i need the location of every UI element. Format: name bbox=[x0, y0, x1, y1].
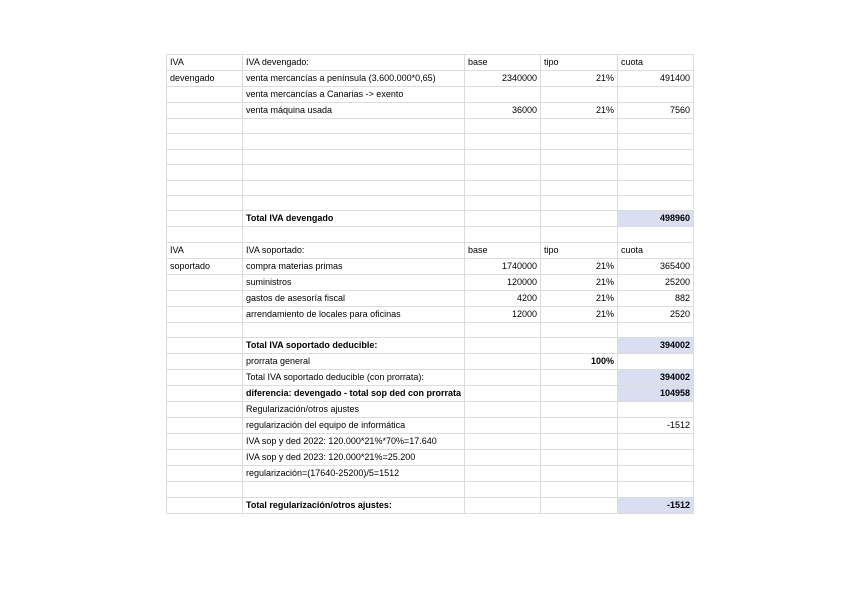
cuota-cell[interactable] bbox=[618, 482, 694, 497]
cuota-cell[interactable]: 7560 bbox=[618, 103, 694, 119]
label-cell[interactable] bbox=[167, 274, 243, 290]
base-cell[interactable] bbox=[465, 418, 541, 434]
tipo-cell[interactable]: 21% bbox=[541, 258, 618, 274]
base-cell[interactable]: 120000 bbox=[465, 274, 541, 290]
table-row bbox=[167, 149, 694, 164]
concept-cell[interactable] bbox=[243, 195, 465, 210]
cuota-cell[interactable] bbox=[618, 195, 694, 210]
cuota-cell[interactable]: 104958 bbox=[618, 386, 694, 402]
base-cell[interactable]: 4200 bbox=[465, 290, 541, 306]
base-cell[interactable] bbox=[465, 370, 541, 386]
concept-cell[interactable] bbox=[243, 227, 465, 242]
concept-cell[interactable] bbox=[243, 149, 465, 164]
table-row bbox=[167, 434, 694, 450]
label-cell[interactable] bbox=[167, 306, 243, 322]
cuota-cell[interactable]: 498960 bbox=[618, 211, 694, 227]
cuota-cell[interactable]: 394002 bbox=[618, 370, 694, 386]
base-cell[interactable] bbox=[465, 165, 541, 180]
cuota-cell[interactable] bbox=[618, 227, 694, 242]
label-cell[interactable] bbox=[167, 87, 243, 103]
table-row bbox=[167, 322, 694, 337]
label-cell[interactable] bbox=[167, 418, 243, 434]
cuota-cell[interactable]: -1512 bbox=[618, 497, 694, 513]
label-cell[interactable] bbox=[167, 338, 243, 354]
table-row bbox=[167, 87, 694, 103]
concept-cell[interactable] bbox=[243, 482, 465, 497]
base-cell[interactable] bbox=[465, 149, 541, 164]
tipo-cell[interactable] bbox=[541, 165, 618, 180]
concept-cell[interactable]: IVA sop y ded 2022: 120.000*21%*70%=17.640 bbox=[243, 434, 465, 450]
tipo-cell[interactable] bbox=[541, 149, 618, 164]
concept-cell[interactable]: venta máquina usada bbox=[243, 103, 465, 119]
label-cell[interactable] bbox=[167, 370, 243, 386]
table-row bbox=[167, 71, 694, 87]
table-row bbox=[167, 134, 694, 149]
label-cell[interactable] bbox=[167, 211, 243, 227]
concept-cell[interactable]: gastos de asesoría fiscal bbox=[243, 290, 465, 306]
concept-cell[interactable] bbox=[243, 165, 465, 180]
tipo-cell[interactable] bbox=[541, 195, 618, 210]
table-row bbox=[167, 497, 694, 513]
concept-cell[interactable]: compra materias primas bbox=[243, 258, 465, 274]
tipo-cell[interactable] bbox=[541, 338, 618, 354]
tipo-cell[interactable] bbox=[541, 87, 618, 103]
label-cell[interactable] bbox=[167, 290, 243, 306]
label-cell[interactable] bbox=[167, 195, 243, 210]
tipo-cell[interactable] bbox=[541, 370, 618, 386]
cuota-cell[interactable] bbox=[618, 134, 694, 149]
concept-cell[interactable]: Total regularización/otros ajustes: bbox=[243, 497, 465, 513]
base-cell[interactable] bbox=[465, 466, 541, 482]
label-cell[interactable] bbox=[167, 386, 243, 402]
tipo-cell[interactable] bbox=[541, 497, 618, 513]
cuota-cell[interactable] bbox=[618, 165, 694, 180]
base-cell[interactable] bbox=[465, 482, 541, 497]
base-cell[interactable] bbox=[465, 180, 541, 195]
concept-cell[interactable]: venta mercancías a Canarias -> exento bbox=[243, 87, 465, 103]
cuota-cell[interactable]: 25200 bbox=[618, 274, 694, 290]
table-row bbox=[167, 227, 694, 242]
cuota-cell[interactable]: 491400 bbox=[618, 71, 694, 87]
base-cell[interactable] bbox=[465, 402, 541, 418]
table-row bbox=[167, 211, 694, 227]
tipo-cell[interactable]: 21% bbox=[541, 71, 618, 87]
concept-cell[interactable]: venta mercancías a península (3.600.000*0,65) bbox=[243, 71, 465, 87]
table-row bbox=[167, 242, 694, 258]
concept-cell[interactable] bbox=[243, 180, 465, 195]
cuota-cell[interactable] bbox=[618, 450, 694, 466]
tipo-cell[interactable] bbox=[541, 211, 618, 227]
base-cell[interactable] bbox=[465, 386, 541, 402]
label-cell[interactable] bbox=[167, 134, 243, 149]
table-row bbox=[167, 290, 694, 306]
concept-cell[interactable]: diferencia: devengado - total sop ded con prorrata bbox=[243, 386, 465, 402]
tipo-cell[interactable]: 21% bbox=[541, 274, 618, 290]
label-cell[interactable] bbox=[167, 149, 243, 164]
base-cell[interactable] bbox=[465, 119, 541, 134]
base-cell[interactable] bbox=[465, 134, 541, 149]
tipo-cell[interactable] bbox=[541, 434, 618, 450]
base-cell[interactable] bbox=[465, 322, 541, 337]
tipo-cell[interactable] bbox=[541, 322, 618, 337]
tipo-cell[interactable] bbox=[541, 466, 618, 482]
concept-cell[interactable]: regularización del equipo de informática bbox=[243, 418, 465, 434]
concept-cell[interactable]: IVA soportado: bbox=[243, 242, 465, 258]
cuota-cell[interactable] bbox=[618, 119, 694, 134]
concept-cell[interactable]: prorrata general bbox=[243, 354, 465, 370]
cuota-cell[interactable] bbox=[618, 354, 694, 370]
cuota-cell[interactable]: -1512 bbox=[618, 418, 694, 434]
base-cell[interactable]: base bbox=[465, 55, 541, 71]
table-row bbox=[167, 258, 694, 274]
table-row bbox=[167, 402, 694, 418]
concept-cell[interactable] bbox=[243, 119, 465, 134]
table-row bbox=[167, 103, 694, 119]
cuota-cell[interactable] bbox=[618, 322, 694, 337]
table-row bbox=[167, 55, 694, 71]
label-cell[interactable] bbox=[167, 354, 243, 370]
cuota-cell[interactable]: cuota bbox=[618, 55, 694, 71]
tipo-cell[interactable]: 21% bbox=[541, 306, 618, 322]
table-row bbox=[167, 180, 694, 195]
tipo-cell[interactable] bbox=[541, 482, 618, 497]
base-cell[interactable] bbox=[465, 497, 541, 513]
cuota-cell[interactable] bbox=[618, 466, 694, 482]
tipo-cell[interactable] bbox=[541, 134, 618, 149]
concept-cell[interactable] bbox=[243, 134, 465, 149]
base-cell[interactable] bbox=[465, 211, 541, 227]
label-cell[interactable] bbox=[167, 227, 243, 242]
base-cell[interactable] bbox=[465, 450, 541, 466]
cuota-cell[interactable]: 394002 bbox=[618, 338, 694, 354]
base-cell[interactable] bbox=[465, 338, 541, 354]
concept-cell[interactable]: suministros bbox=[243, 274, 465, 290]
label-cell[interactable]: soportado bbox=[167, 258, 243, 274]
label-cell[interactable]: devengado bbox=[167, 71, 243, 87]
table-row bbox=[167, 165, 694, 180]
concept-cell[interactable]: Total IVA soportado deducible: bbox=[243, 338, 465, 354]
table-row bbox=[167, 418, 694, 434]
cuota-cell[interactable] bbox=[618, 434, 694, 450]
table-row bbox=[167, 466, 694, 482]
concept-cell[interactable]: Regularización/otros ajustes bbox=[243, 402, 465, 418]
table-row bbox=[167, 386, 694, 402]
base-cell[interactable] bbox=[465, 227, 541, 242]
base-cell[interactable] bbox=[465, 434, 541, 450]
concept-cell[interactable]: IVA devengado: bbox=[243, 55, 465, 71]
label-cell[interactable] bbox=[167, 119, 243, 134]
table-row bbox=[167, 482, 694, 497]
concept-cell[interactable]: arrendamiento de locales para oficinas bbox=[243, 306, 465, 322]
cuota-cell[interactable] bbox=[618, 402, 694, 418]
base-cell[interactable]: 12000 bbox=[465, 306, 541, 322]
tipo-cell[interactable] bbox=[541, 180, 618, 195]
tipo-cell[interactable]: 21% bbox=[541, 290, 618, 306]
concept-cell[interactable] bbox=[243, 322, 465, 337]
concept-cell[interactable]: IVA sop y ded 2023: 120.000*21%=25.200 bbox=[243, 450, 465, 466]
table-row bbox=[167, 119, 694, 134]
label-cell[interactable] bbox=[167, 165, 243, 180]
table-row bbox=[167, 338, 694, 354]
label-cell[interactable] bbox=[167, 497, 243, 513]
table-row bbox=[167, 450, 694, 466]
base-cell[interactable] bbox=[465, 195, 541, 210]
base-cell[interactable]: base bbox=[465, 242, 541, 258]
label-cell[interactable] bbox=[167, 402, 243, 418]
label-cell[interactable]: IVA bbox=[167, 242, 243, 258]
label-cell[interactable]: IVA bbox=[167, 55, 243, 71]
tipo-cell[interactable] bbox=[541, 227, 618, 242]
cuota-cell[interactable]: 2520 bbox=[618, 306, 694, 322]
label-cell[interactable] bbox=[167, 103, 243, 119]
label-cell[interactable] bbox=[167, 434, 243, 450]
label-cell[interactable] bbox=[167, 322, 243, 337]
label-cell[interactable] bbox=[167, 482, 243, 497]
tipo-cell[interactable] bbox=[541, 386, 618, 402]
tipo-cell[interactable] bbox=[541, 119, 618, 134]
tipo-cell[interactable]: tipo bbox=[541, 242, 618, 258]
cuota-cell[interactable]: 882 bbox=[618, 290, 694, 306]
concept-cell[interactable]: Total IVA soportado deducible (con prorrata): bbox=[243, 370, 465, 386]
tipo-cell[interactable] bbox=[541, 450, 618, 466]
base-cell[interactable]: 1740000 bbox=[465, 258, 541, 274]
label-cell[interactable] bbox=[167, 180, 243, 195]
table-row bbox=[167, 354, 694, 370]
cuota-cell[interactable]: 365400 bbox=[618, 258, 694, 274]
label-cell[interactable] bbox=[167, 466, 243, 482]
cuota-cell[interactable] bbox=[618, 180, 694, 195]
tipo-cell[interactable] bbox=[541, 402, 618, 418]
table-row bbox=[167, 306, 694, 322]
table-row bbox=[167, 370, 694, 386]
table-row bbox=[167, 274, 694, 290]
cuota-cell[interactable] bbox=[618, 87, 694, 103]
base-cell[interactable] bbox=[465, 354, 541, 370]
base-cell[interactable]: 36000 bbox=[465, 103, 541, 119]
tipo-cell[interactable]: tipo bbox=[541, 55, 618, 71]
concept-cell[interactable]: regularización=(17640-25200)/5=1512 bbox=[243, 466, 465, 482]
cuota-cell[interactable] bbox=[618, 149, 694, 164]
table-row bbox=[167, 195, 694, 210]
base-cell[interactable] bbox=[465, 87, 541, 103]
tipo-cell[interactable]: 21% bbox=[541, 103, 618, 119]
cuota-cell[interactable]: cuota bbox=[618, 242, 694, 258]
tipo-cell[interactable] bbox=[541, 418, 618, 434]
concept-cell[interactable]: Total IVA devengado bbox=[243, 211, 465, 227]
tipo-cell[interactable]: 100% bbox=[541, 354, 618, 370]
label-cell[interactable] bbox=[167, 450, 243, 466]
iva-spreadsheet bbox=[166, 54, 694, 514]
base-cell[interactable]: 2340000 bbox=[465, 71, 541, 87]
